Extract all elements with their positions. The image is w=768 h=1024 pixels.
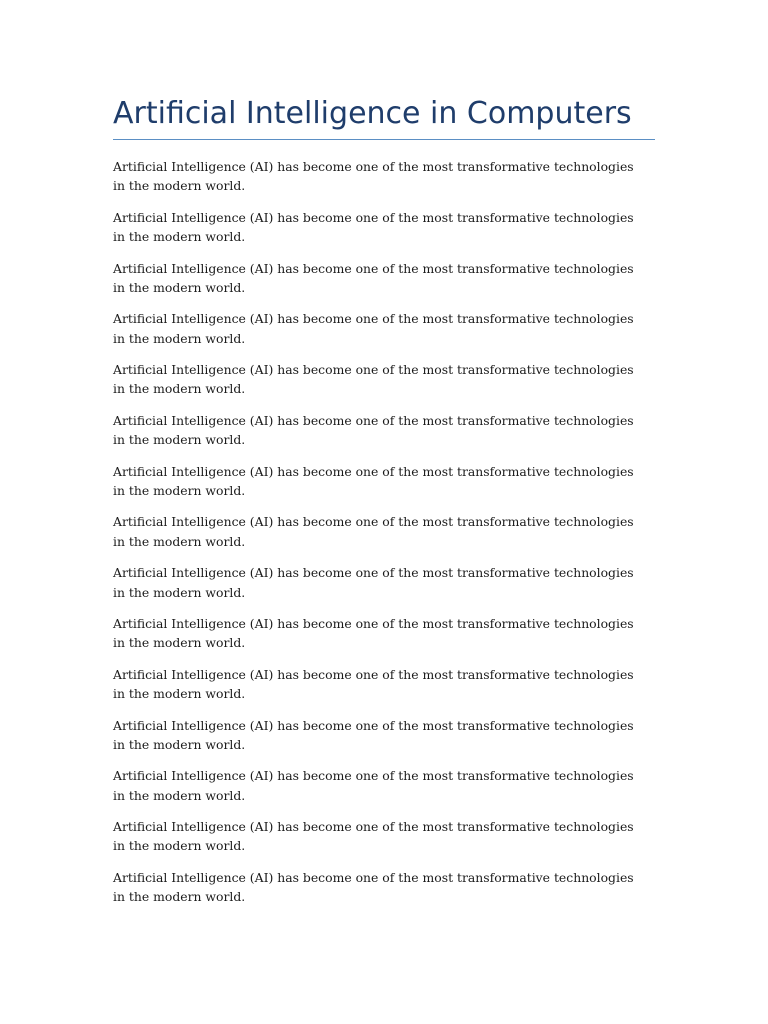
paragraph: Artificial Intelligence (AI) has become one of the most transformative technologies in the modern world. xyxy=(113,209,634,245)
paragraph: Artificial Intelligence (AI) has become one of the most transformative technologies in the modern world. xyxy=(113,768,634,803)
paragraph: Artificial Intelligence (AI) has become one of the most transformative technologies in the modern world. xyxy=(113,463,634,498)
document-body xyxy=(113,92,655,919)
paragraph: Artificial Intelligence (AI) has become one of the most transformative technologies in the modern world. xyxy=(113,362,634,397)
paragraph: Artificial Intelligence (AI) has become one of the most transformative technologies in the modern world. xyxy=(113,616,634,651)
paragraph: Artificial Intelligence (AI) has become one of the most transformative technologies in the modern world. xyxy=(113,159,634,194)
paragraph: Artificial Intelligence (AI) has become one of the most transformative technologies in the modern world. xyxy=(113,819,634,854)
paragraph: Artificial Intelligence (AI) has become one of the most transformative technologies in the modern world. xyxy=(113,260,634,295)
paragraph: Artificial Intelligence (AI) has become one of the most transformative technologies in the modern world. xyxy=(113,412,634,448)
paragraph: Artificial Intelligence (AI) has become one of the most transformative technologies in the modern world. xyxy=(113,869,634,905)
title-underline-rule xyxy=(113,139,655,140)
paragraph: Artificial Intelligence (AI) has become one of the most transformative technologies in the modern world. xyxy=(113,565,634,600)
paragraph: Artificial Intelligence (AI) has become one of the most transformative technologies in the modern world. xyxy=(113,717,634,752)
document-title: Artificial Intelligence in Computers xyxy=(113,96,632,131)
paragraph: Artificial Intelligence (AI) has become one of the most transformative technologies in the modern world. xyxy=(113,666,634,702)
paragraph: Artificial Intelligence (AI) has become one of the most transformative technologies in the modern world. xyxy=(113,311,634,346)
paragraph: Artificial Intelligence (AI) has become one of the most transformative technologies in the modern world. xyxy=(113,514,634,549)
